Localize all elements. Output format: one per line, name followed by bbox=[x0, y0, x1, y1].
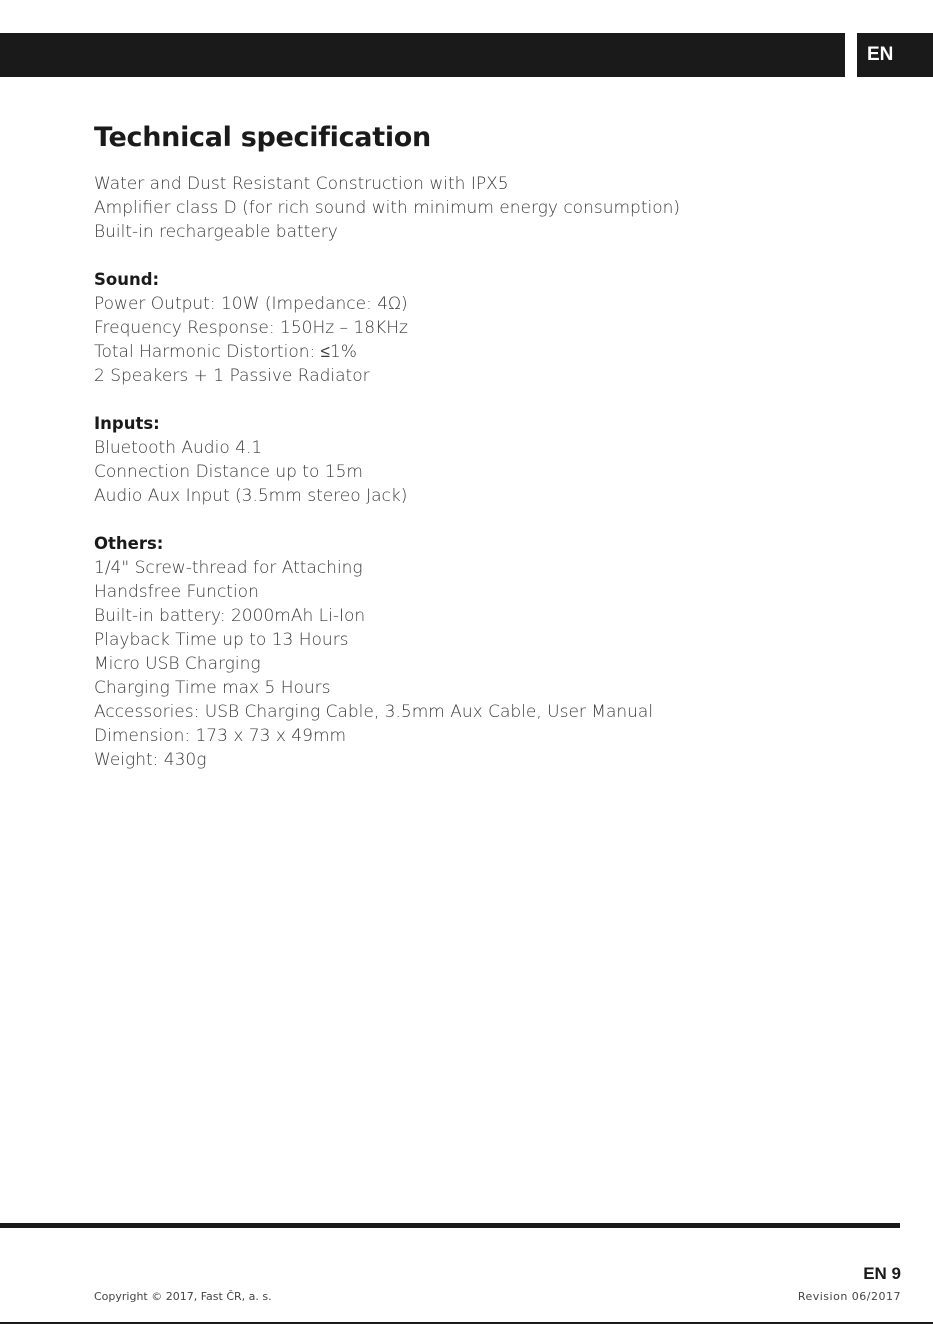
section-heading-others: Others: bbox=[94, 534, 164, 553]
header-bar bbox=[0, 33, 845, 77]
spec-item: Micro USB Charging bbox=[94, 654, 261, 674]
spec-item: Frequency Response: 150Hz – 18KHz bbox=[94, 318, 408, 338]
spec-item: 2 Speakers + 1 Passive Radiator bbox=[94, 366, 370, 386]
section-gap bbox=[94, 508, 874, 532]
spec-content bbox=[94, 118, 874, 772]
section-inputs bbox=[94, 412, 874, 508]
spec-item: Total Harmonic Distortion: ≤1% bbox=[94, 342, 357, 362]
language-tab: EN bbox=[857, 33, 933, 77]
section-heading-sound: Sound: bbox=[94, 270, 160, 289]
spec-item: 1/4" Screw-thread for Attaching bbox=[94, 558, 363, 578]
spec-item: Built-in battery: 2000mAh Li-Ion bbox=[94, 606, 366, 626]
spec-item: Dimension: 173 x 73 x 49mm bbox=[94, 726, 347, 746]
section-sound bbox=[94, 268, 874, 388]
spec-item: Handsfree Function bbox=[94, 582, 259, 602]
intro-item: Amplifier class D (for rich sound with minimum energy consumption) bbox=[94, 198, 681, 218]
intro-item: Built-in rechargeable battery bbox=[94, 222, 338, 242]
section-others bbox=[94, 532, 874, 772]
revision-text: Revision 06/2017 bbox=[797, 1290, 901, 1303]
intro-item: Water and Dust Resistant Construction with IPX5 bbox=[94, 174, 509, 194]
spec-item: Connection Distance up to 15m bbox=[94, 462, 363, 482]
page-title: Technical specification bbox=[94, 122, 431, 153]
spec-item: Bluetooth Audio 4.1 bbox=[94, 438, 263, 458]
spec-item: Power Output: 10W (Impedance: 4Ω) bbox=[94, 294, 408, 314]
section-heading-inputs: Inputs: bbox=[94, 414, 160, 433]
section-gap bbox=[94, 244, 874, 268]
spec-item: Audio Aux Input (3.5mm stereo Jack) bbox=[94, 486, 408, 506]
spec-item: Weight: 430g bbox=[94, 750, 207, 770]
section-gap bbox=[94, 388, 874, 412]
spec-item: Accessories: USB Charging Cable, 3.5mm Aux Cable, User Manual bbox=[94, 702, 654, 722]
page-number: EN 9 bbox=[863, 1264, 901, 1283]
copyright-text: Copyright © 2017, Fast ČR, a. s. bbox=[94, 1290, 272, 1303]
spec-item: Playback Time up to 13 Hours bbox=[94, 630, 349, 650]
intro-list bbox=[94, 172, 874, 244]
spec-item: Charging Time max 5 Hours bbox=[94, 678, 331, 698]
footer-divider bbox=[0, 1223, 900, 1228]
